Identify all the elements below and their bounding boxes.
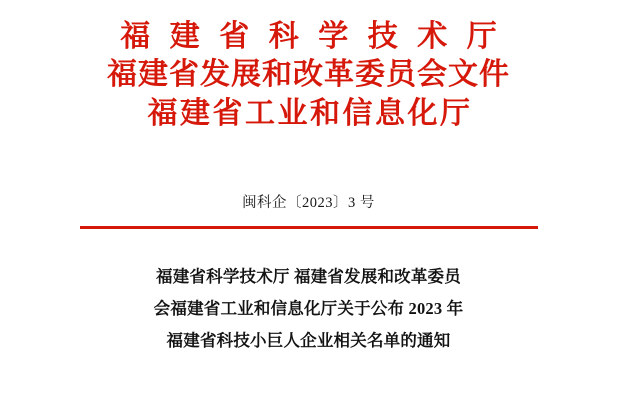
- masthead-line-science-technology-department: 福 建 省 科 学 技 术 厅: [120, 20, 503, 53]
- red-divider-rule: [80, 226, 538, 229]
- masthead-line-industry-information-department: 福建省工业和信息化厅: [147, 96, 473, 130]
- document-number: 闽科企〔2023〕3 号: [242, 195, 375, 212]
- document-masthead: [0, 0, 617, 133]
- document-title-line-2: 会福建省工业和信息化厅关于公布 2023 年: [153, 298, 464, 318]
- masthead-line-development-reform-commission: 福建省发展和改革委员会文件: [107, 58, 510, 92]
- document-title: [89, 261, 529, 358]
- document-title-line-1: 福建省科学技术厅 福建省发展和改革委员: [156, 266, 461, 286]
- document-title-line-3: 福建省科技小巨人企业相关名单的通知: [166, 331, 451, 351]
